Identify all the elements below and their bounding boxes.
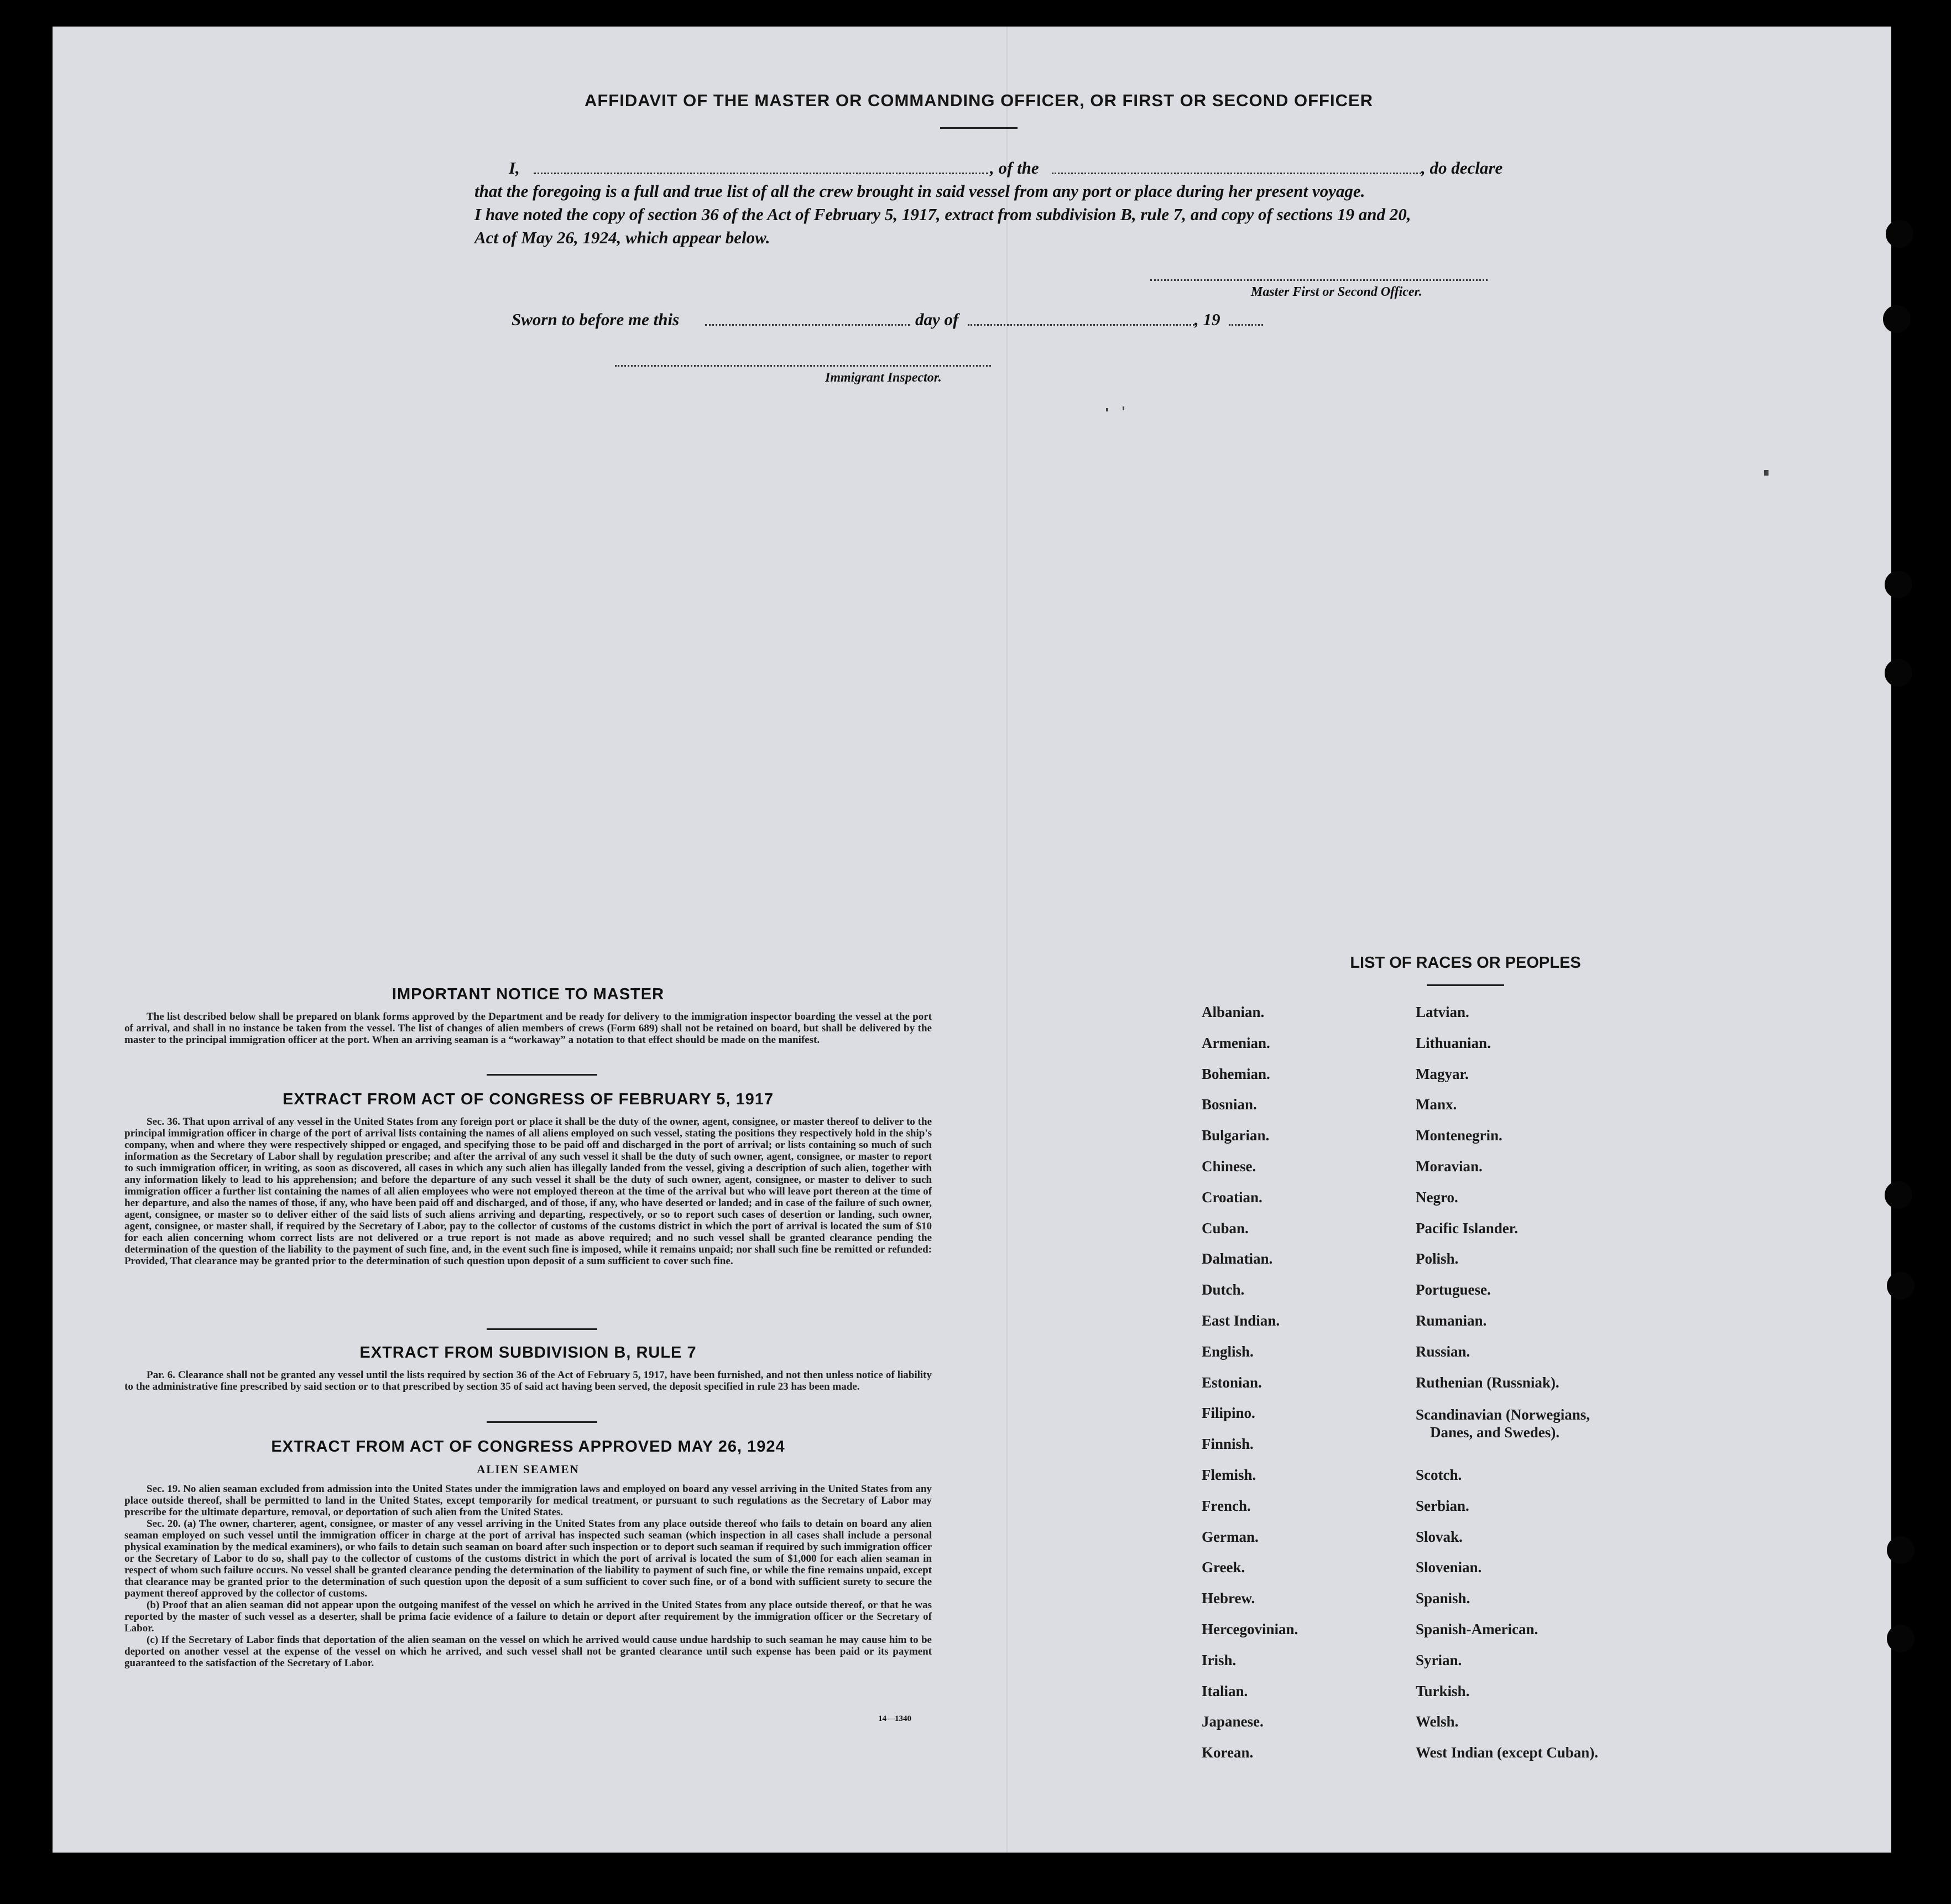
section-20c-paragraph: (c) If the Secretary of Labor finds that deportation of the alien seaman on the vessel on which he arrived would cause undue hardship to such seaman he may cause him to be deported on another vessel at the expense of the vessel on which he arrived, and such vessel shall not be granted clearance until such expense has been paid or its payment guaranteed to the satisfaction of the Secretary of Labor. [124, 1634, 932, 1669]
divider-rule [487, 1328, 597, 1330]
race-item: Irish. [1202, 1651, 1237, 1668]
stray-mark [1123, 406, 1124, 410]
race-item-line: Danes, and Swedes). [1430, 1424, 1560, 1441]
race-item-line: Scandinavian (Norwegians, [1416, 1406, 1590, 1423]
master-signature-line[interactable] [1150, 279, 1488, 281]
race-item: Latvian. [1416, 1004, 1469, 1020]
sworn-day-of: day of [915, 310, 959, 329]
affidavit-declare: , do declare [1421, 158, 1503, 178]
punch-hole [1885, 571, 1912, 598]
race-item: Hercegovinian. [1202, 1621, 1298, 1637]
sworn-year: , 19 [1194, 310, 1220, 329]
race-item [1416, 1406, 1590, 1441]
extract-1917-title: EXTRACT FROM ACT OF CONGRESS OF FEBRUARY 5, 1917 [282, 1091, 774, 1108]
race-item: Spanish. [1416, 1590, 1470, 1607]
race-item: Turkish. [1416, 1682, 1470, 1699]
alien-seamen-subtitle: ALIEN SEAMEN [477, 1463, 580, 1476]
race-item: Syrian. [1416, 1651, 1462, 1668]
race-item: German. [1202, 1528, 1259, 1545]
extract-1917-text [124, 1116, 932, 1267]
inspector-signature-label: Immigrant Inspector. [825, 371, 942, 385]
affidavit-heading: AFFIDAVIT OF THE MASTER OR COMMANDING OFFICER, OR FIRST OR SECOND OFFICER [584, 91, 1374, 110]
page-fold [1006, 27, 1008, 1853]
affidavit-of-the: , of the [990, 158, 1039, 178]
divider-rule [487, 1421, 597, 1423]
section-36-paragraph: Sec. 36. That upon arrival of any vessel in the United States from any foreign port or place it shall be the duty of the owner, agent, consignee, or master thereof to deliver to the principal immigration officer in charge of the port of arrival lists containing the names of all aliens employed on such vessel, stating the positions they respectively hold in the ship's company, when and where they were respectively shipped or engaged, and specifying those to be paid off and discharged in the port of arrival; or lists containing so much of such information as the Secretary of Labor shall by regulation prescribe; and after the arrival of any such vessel it shall be the duty of such owner, agent, consignee, or master to report to such immigration officer, in writing, as soon as discovered, all cases in which any such alien has illegally landed from the vessel, giving a description of such alien, together with any information likely to lead to his apprehension; and before the departure of any such vessel it shall be the duty of such owner, agent, consignee, or master to deliver to such immigration officer a further list containing the names of all alien employees who were not employed thereon at the time of the arrival but who will leave port thereon at the time of her departure, and also the names of those, if any, who have been paid off and discharged, and of those, if any, who have deserted or landed; and in case of the failure of such owner, agent, consignee, or master so to deliver either of the said lists of such aliens arriving and departing, respectively, or so to report such cases of desertion or landing, such owner, agent, consignee, or master shall, if required by the Secretary of Labor, pay to the collector of customs of the customs district in which the port of arrival is located the sum of $10 for each alien concerning whom correct lists are not delivered or a true report is not made as above required; and no such vessel shall be granted clearance pending the determination of the question of the liability to the payment of such fine, and, in the event such fine is imposed, while it remains unpaid; nor shall such fine be remitted or refunded: Provided, That clearance may be granted prior to the determination of such question upon deposit of a sum sufficient to cover such fine. [124, 1116, 932, 1267]
race-item: Pacific Islander. [1416, 1219, 1518, 1237]
punch-hole [1886, 220, 1913, 248]
race-item: Bohemian. [1202, 1065, 1270, 1082]
race-item: Bulgarian. [1202, 1127, 1270, 1144]
race-item: Armenian. [1202, 1034, 1270, 1051]
race-item: Japanese. [1202, 1713, 1264, 1730]
extract-1924-text [124, 1483, 932, 1669]
race-item: English. [1202, 1343, 1254, 1360]
race-item: Dutch. [1202, 1281, 1245, 1298]
race-item: French. [1202, 1497, 1251, 1514]
punch-hole [1885, 1181, 1912, 1209]
rule-7-text [124, 1369, 932, 1392]
race-item: Spanish-American. [1416, 1621, 1538, 1637]
race-item: Polish. [1416, 1250, 1459, 1267]
notice-paragraph: The list described below shall be prepared on blank forms approved by the Department and be ready for delivery to the immigration inspector boarding the vessel at the port of arrival, and shall in no instance be taken from the vessel. The list of changes of alien members of crews (Form 689) shall not be retained on board, but shall be delivered by the master to the principal immigration officer at the port. When an arriving seaman is a “workaway” a notation to that effect should be made on the manifest. [124, 1011, 932, 1046]
race-item: Moravian. [1416, 1158, 1483, 1175]
punch-hole [1887, 1536, 1915, 1564]
race-item: Montenegrin. [1416, 1127, 1503, 1144]
race-item: Welsh. [1416, 1713, 1459, 1730]
race-item: Slovak. [1416, 1528, 1463, 1545]
par-6-paragraph: Par. 6. Clearance shall not be granted any vessel until the lists required by section 36 of the Act of February 5, 1917, have been furnished, and not then unless notice of liability to the administrative fine prescribed by said section or to that prescribed by section 35 of said act having been served, the deposit specified in rule 23 has been made. [124, 1369, 932, 1392]
races-rule [1427, 984, 1504, 986]
race-item: Dalmatian. [1202, 1250, 1273, 1267]
race-item: Filipino. [1202, 1405, 1255, 1422]
race-item: Slovenian. [1416, 1559, 1482, 1576]
race-item: Finnish. [1202, 1436, 1254, 1453]
extract-1924-title: EXTRACT FROM ACT OF CONGRESS APPROVED MAY 26, 1924 [271, 1438, 785, 1456]
race-item: Estonian. [1202, 1374, 1262, 1391]
punch-hole [1885, 659, 1912, 687]
sworn-day-field[interactable] [705, 324, 910, 326]
section-19-paragraph: Sec. 19. No alien seaman excluded from admission into the United States under the immigration laws and employed on board any vessel arriving in the United States from any place outside thereof, shall be permitted to land in the United States, except temporarily for medical treatment, or pursuant to such regulations as the Secretary of Labor may prescribe for the ultimate departure, removal, or deportation of such alien from the United States. [124, 1483, 932, 1518]
divider-rule [487, 1074, 597, 1076]
sworn-year-field[interactable] [1229, 324, 1263, 326]
rule-7-title: EXTRACT FROM SUBDIVISION B, RULE 7 [359, 1344, 697, 1362]
race-item: Cuban. [1202, 1219, 1249, 1237]
vessel-field[interactable] [1052, 173, 1421, 174]
race-item: Portuguese. [1416, 1281, 1491, 1298]
race-item: Croatian. [1202, 1188, 1263, 1206]
form-number: 14—1340 [878, 1714, 911, 1723]
race-item: Albanian. [1202, 1004, 1265, 1020]
race-item: East Indian. [1202, 1312, 1280, 1329]
race-item: Russian. [1416, 1343, 1470, 1360]
affidavit-line-2: that the foregoing is a full and true list of all the crew brought in said vessel from any port or place during her present voyage. [474, 181, 1365, 201]
race-item: Serbian. [1416, 1497, 1469, 1514]
race-item: Lithuanian. [1416, 1034, 1491, 1051]
race-item: Manx. [1416, 1096, 1457, 1113]
race-item: Ruthenian (Russniak). [1416, 1374, 1559, 1391]
race-item: Scotch. [1416, 1467, 1462, 1483]
affidavit-line-3: I have noted the copy of section 36 of the Act of February 5, 1917, extract from subdivision B, rule 7, and copy of sections 19 and 20, [474, 205, 1411, 224]
heading-rule [940, 127, 1018, 129]
races-title: LIST OF RACES OR PEOPLES [1350, 954, 1581, 972]
affidavit-line-4: Act of May 26, 1924, which appear below. [474, 228, 770, 247]
punch-hole [1887, 1272, 1915, 1300]
race-item: Korean. [1202, 1744, 1254, 1761]
race-item: Chinese. [1202, 1158, 1256, 1175]
punch-hole [1887, 1625, 1915, 1652]
sworn-month-field[interactable] [968, 324, 1194, 326]
notice-text [124, 1011, 932, 1046]
name-field[interactable] [534, 173, 988, 174]
race-item: Bosnian. [1202, 1096, 1257, 1113]
stray-mark [1764, 470, 1769, 476]
stray-mark [1106, 408, 1108, 411]
master-signature-label: Master First or Second Officer. [1251, 285, 1422, 299]
race-item: Italian. [1202, 1682, 1248, 1699]
race-item: Rumanian. [1416, 1312, 1487, 1329]
sworn-prefix: Sworn to before me this [512, 310, 680, 329]
race-item: Greek. [1202, 1559, 1245, 1576]
inspector-signature-line[interactable] [615, 365, 991, 367]
punch-hole [1883, 305, 1911, 333]
race-item: West Indian (except Cuban). [1416, 1744, 1599, 1761]
race-item: Hebrew. [1202, 1590, 1255, 1607]
race-item: Flemish. [1202, 1467, 1256, 1483]
affidavit-i: I, [509, 158, 520, 178]
race-item: Negro. [1416, 1188, 1458, 1206]
notice-title: IMPORTANT NOTICE TO MASTER [392, 985, 665, 1003]
section-20a-paragraph: Sec. 20. (a) The owner, charterer, agent, consignee, or master of any vessel arriving in the United States from any place outside thereof who fails to detain on board any alien seaman employed on such vessel until the immigration officer in charge at the port of arrival has inspected such seaman (which inspection in all cases shall include a personal physical examination by the medical examiners), or who fails to detain such seaman on board after such inspection or to deport such seaman if required by such immigration officer or the Secretary of Labor to do so, shall pay to the collector of customs of the customs district in which the port of arrival is located the sum of $1,000 for each alien seaman in respect of whom such failure occurs. No vessel shall be granted clearance pending the determination of the liability to payment of such fine, or while the fine remains unpaid, except that clearance may be granted prior to the determination of such question upon the deposit of a sum sufficient to cover such fine, or of a bond with sufficient surety to secure the payment thereof approved by the collector of customs. [124, 1518, 932, 1599]
race-item: Magyar. [1416, 1065, 1469, 1082]
section-20b-paragraph: (b) Proof that an alien seaman did not appear upon the outgoing manifest of the vessel on which he arrived in the United States from any place outside thereof, or that he was reported by the master of such vessel as a deserter, shall be prima facie evidence of a failure to detain or deport after requirement by the immigration officer or the Secretary of Labor. [124, 1599, 932, 1634]
